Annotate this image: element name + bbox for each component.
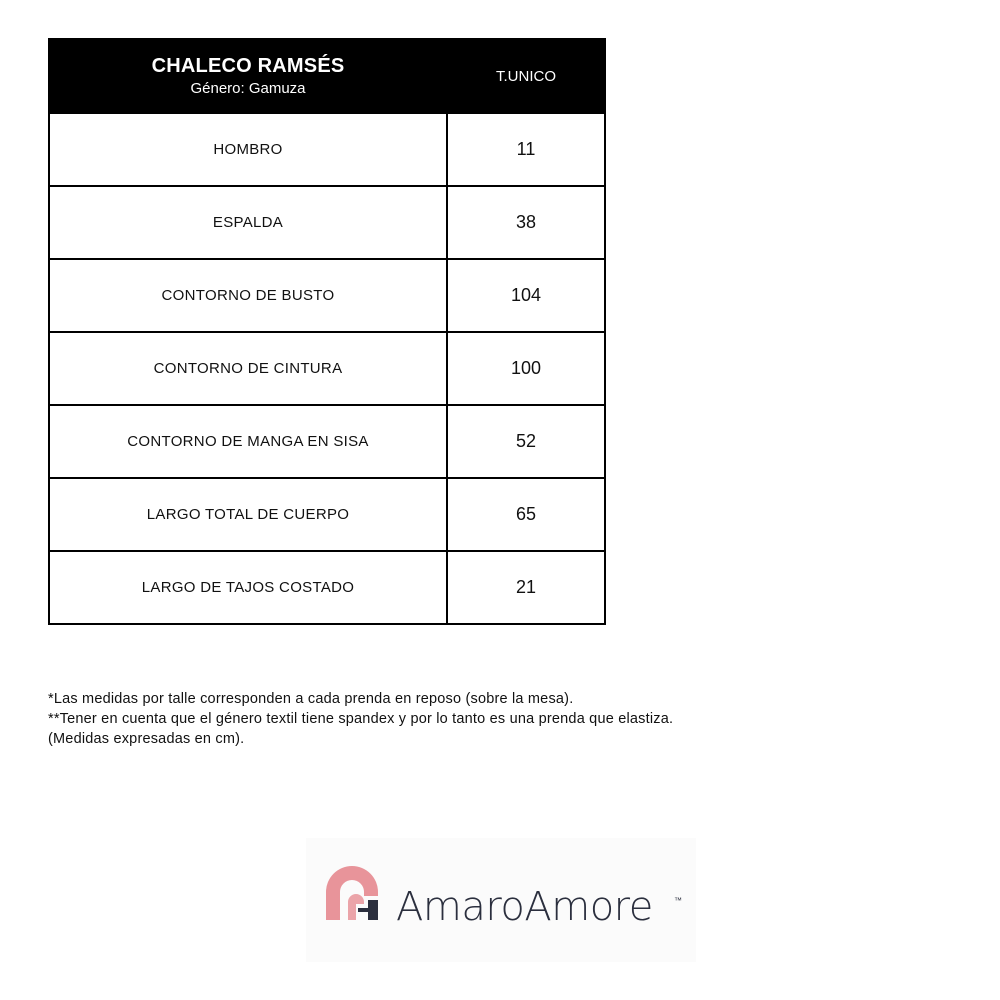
- fabric-subtitle: Género: Gamuza: [190, 79, 306, 97]
- measurement-value: 52: [447, 405, 605, 478]
- table-row: [49, 478, 605, 551]
- measurement-label: CONTORNO DE MANGA EN SISA: [49, 405, 447, 478]
- size-chart-table: [48, 38, 606, 625]
- table-row: [49, 259, 605, 332]
- measurement-value: 100: [447, 332, 605, 405]
- measurement-label: CONTORNO DE BUSTO: [49, 259, 447, 332]
- product-title: CHALECO RAMSÉS: [151, 54, 345, 77]
- measurement-label: HOMBRO: [49, 113, 447, 186]
- table-row: [49, 113, 605, 186]
- measurement-value: 65: [447, 478, 605, 551]
- measurement-value: 11: [447, 113, 605, 186]
- brand-mark-icon: [318, 858, 388, 928]
- measurement-value: 104: [447, 259, 605, 332]
- measurement-label: LARGO DE TAJOS COSTADO: [49, 551, 447, 624]
- brand-name: AmaroAmore: [396, 884, 653, 930]
- table-row: [49, 405, 605, 478]
- table-row: [49, 332, 605, 405]
- measurement-value: 21: [447, 551, 605, 624]
- table-row: [49, 186, 605, 259]
- table-header-row: [49, 39, 605, 113]
- note-line: (Medidas expresadas en cm).: [48, 731, 245, 747]
- measurement-label: LARGO TOTAL DE CUERPO: [49, 478, 447, 551]
- measurement-label: ESPALDA: [49, 186, 447, 259]
- measurement-label: CONTORNO DE CINTURA: [49, 332, 447, 405]
- table-row: [49, 551, 605, 624]
- size-header: T.UNICO: [447, 39, 605, 113]
- trademark-symbol: ™: [674, 896, 682, 905]
- measurement-value: 38: [447, 186, 605, 259]
- table-title-cell: [49, 39, 447, 113]
- brand-logo: [306, 838, 696, 962]
- note-line: *Las medidas por talle corresponden a cada prenda en reposo (sobre la mesa).: [48, 691, 574, 707]
- note-line: **Tener en cuenta que el género textil tiene spandex y por lo tanto es una prenda que elastiza.: [48, 711, 674, 727]
- measurement-notes: [48, 689, 673, 749]
